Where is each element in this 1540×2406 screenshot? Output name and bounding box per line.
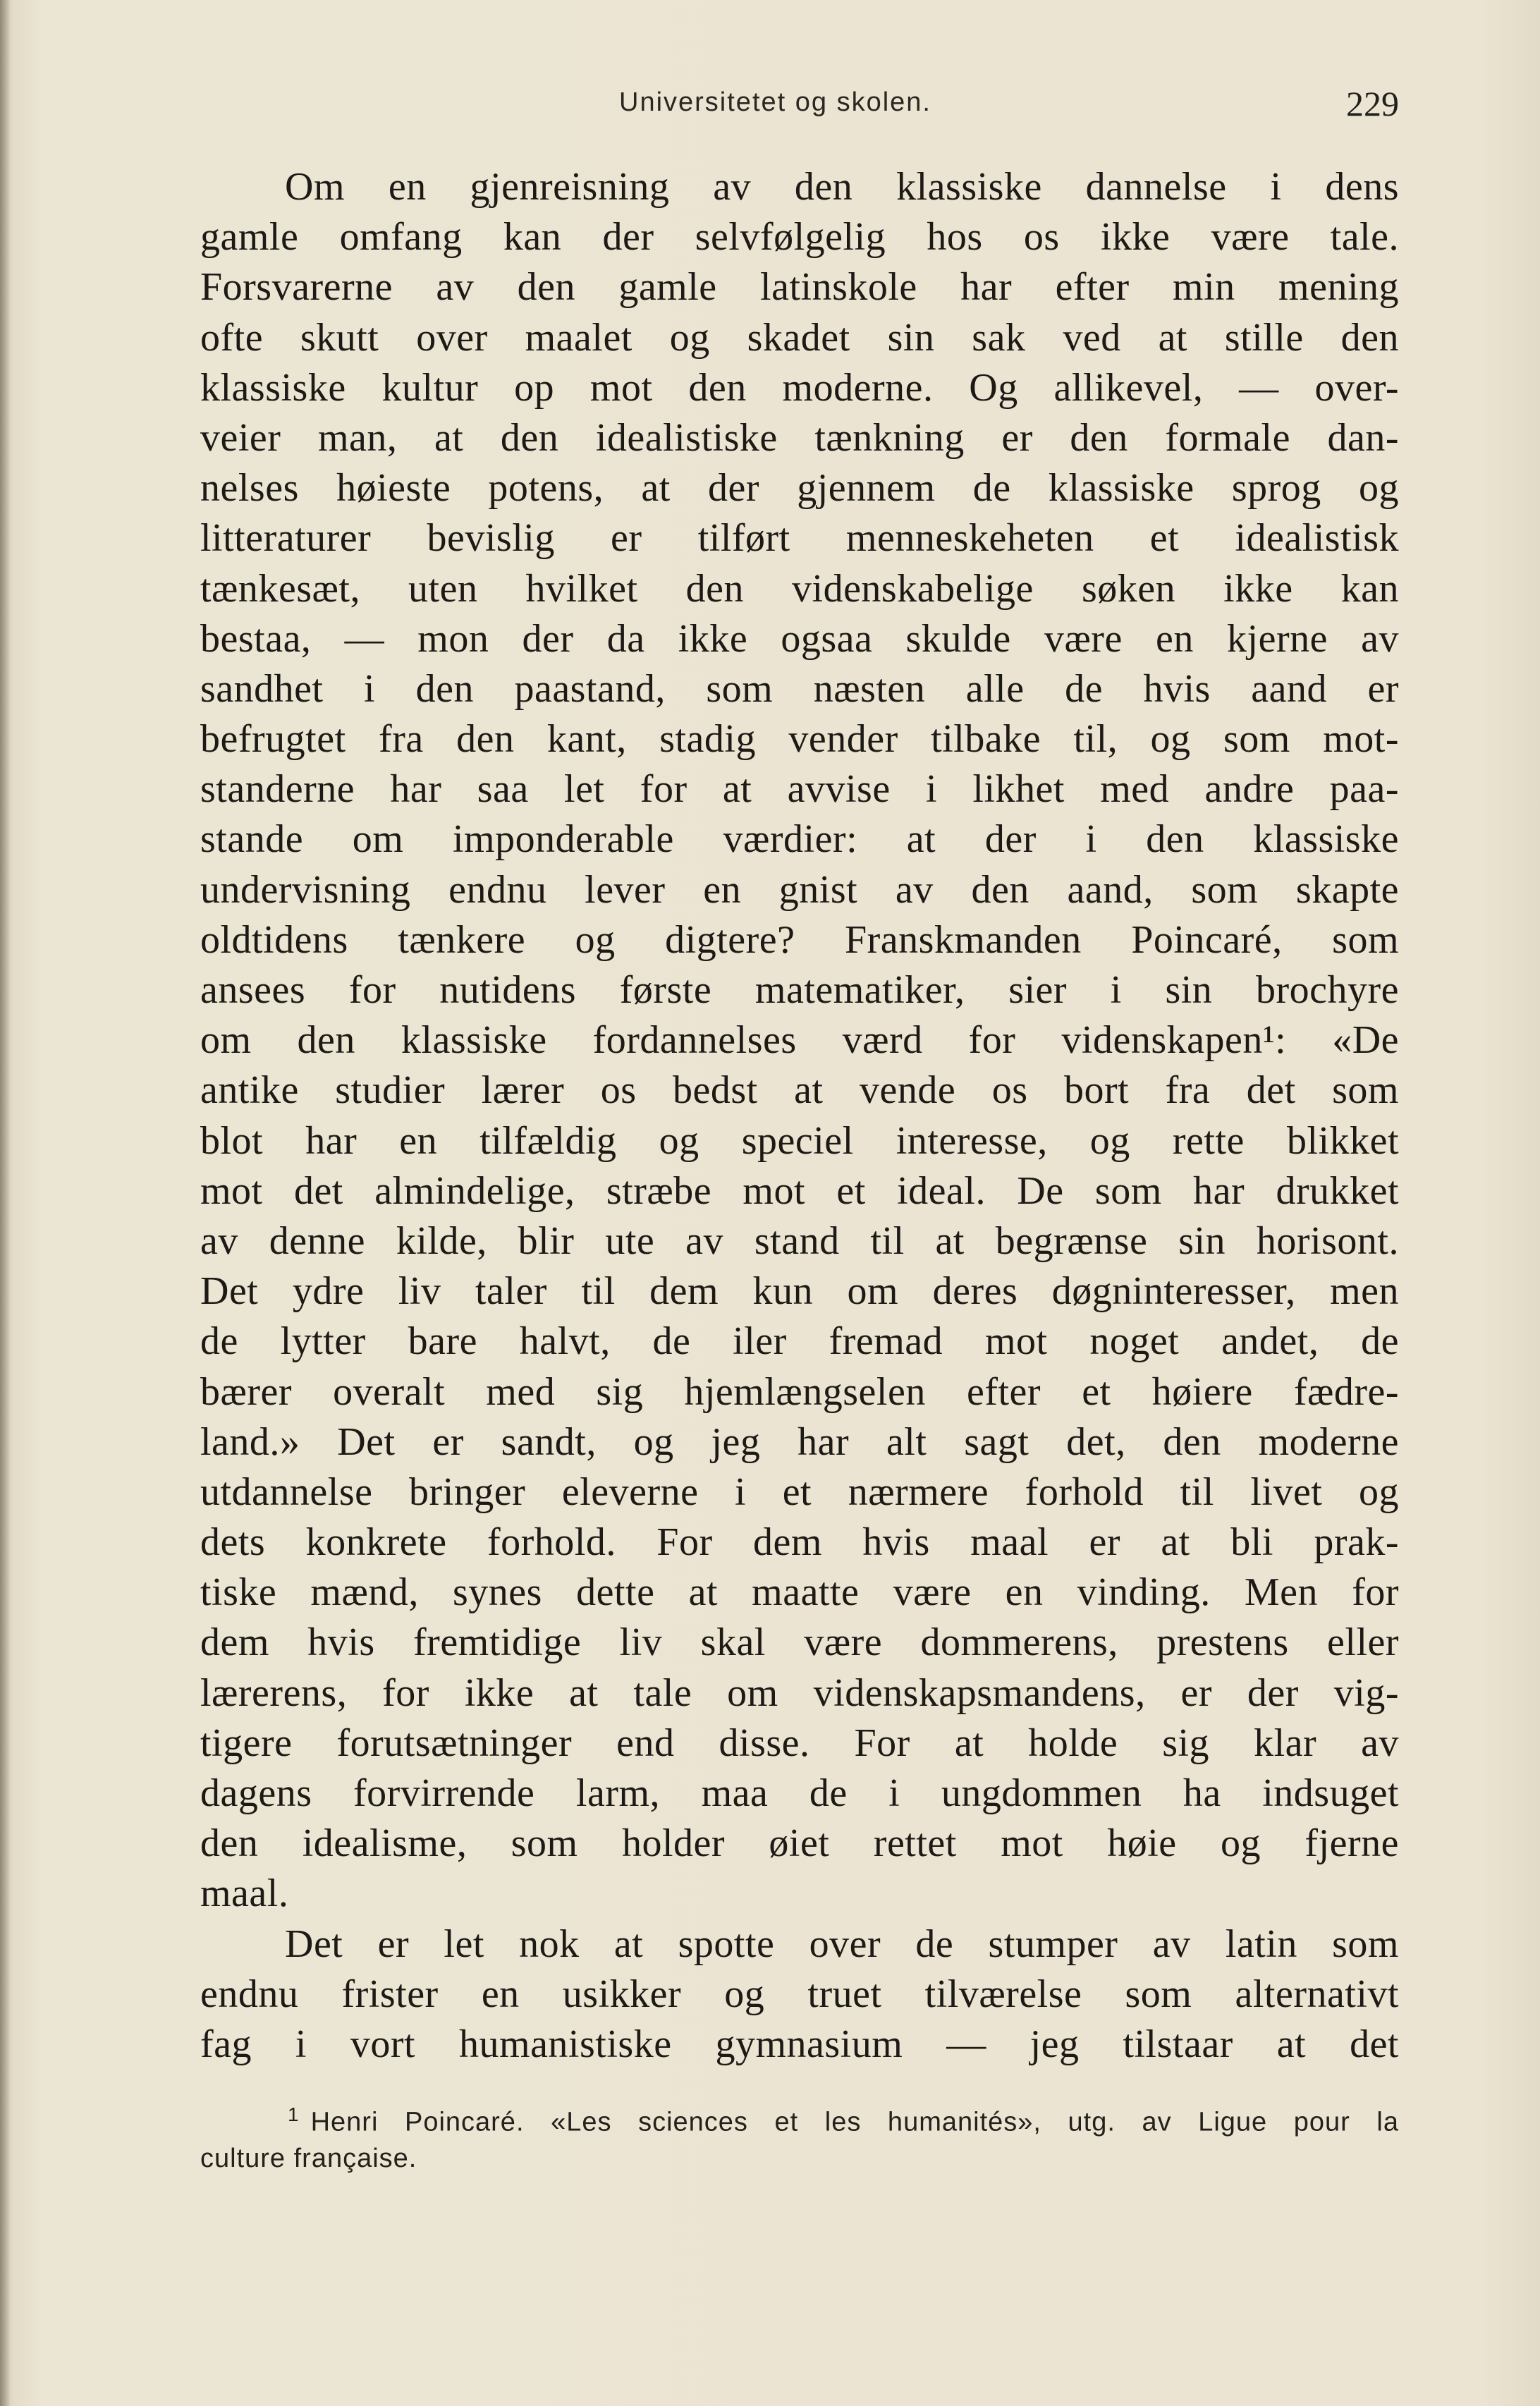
text-line: dagens forvirrende larm, maa de i ungdommen ha indsuget — [200, 1771, 1399, 1815]
text-line: veier man, at den idealistiske tænkning er den formale dan- — [200, 415, 1399, 460]
text-line: dem hvis fremtidige liv skal være dommerens, prestens eller — [200, 1620, 1399, 1665]
text-line: de lytter bare halvt, de iler fremad mot noget andet, de — [200, 1319, 1399, 1364]
page-number: 229 — [1346, 84, 1399, 123]
text-line: tænkesæt, uten hvilket den videnskabelige søken ikke kan — [200, 566, 1399, 611]
text-line: bærer overalt med sig hjemlængselen efter et høiere fædre- — [200, 1369, 1399, 1414]
text-line: Det er let nok at spotte over de stumper av latin som — [285, 1922, 1399, 1966]
text-line: av denne kilde, blir ute av stand til at begrænse sin horisont. — [200, 1219, 1399, 1263]
text-line: oldtidens tænkere og digtere? Franskmanden Poincaré, som — [200, 917, 1399, 962]
running-title: Universitetet og skolen. — [619, 87, 931, 117]
footnote-line — [200, 2093, 1399, 2137]
text-line: Det ydre liv taler til dem kun om deres døgninteresser, men — [200, 1269, 1399, 1314]
text-line: lærerens, for ikke at tale om videnskapsmandens, er der vig- — [200, 1671, 1399, 1715]
text-line: nelses høieste potens, at der gjennem de klassiske sprog og — [200, 466, 1399, 511]
body-text — [200, 162, 1399, 2070]
paragraph-2 — [200, 1919, 1399, 2070]
footnote — [200, 2093, 1399, 2180]
text-line: stande om imponderable værdier: at der i den klassiske — [200, 817, 1399, 862]
text-line: dets konkrete forhold. For dem hvis maal er at bli prak- — [200, 1520, 1399, 1565]
text-line: ofte skutt over maalet og skadet sin sak ved at stille den — [200, 315, 1399, 360]
text-line: bestaa, — mon der da ikke ogsaa skulde være en kjerne av — [200, 616, 1399, 661]
text-line: land.» Det er sandt, og jeg har alt sagt det, den moderne — [200, 1419, 1399, 1464]
text-line: om den klassiske fordannelses værd for videnskapen¹: «De — [200, 1018, 1399, 1063]
text-line: litteraturer bevislig er tilført menneskeheten et idealistisk — [200, 516, 1399, 561]
text-line: standerne har saa let for at avvise i likhet med andre paa- — [200, 767, 1399, 812]
text-line: tigere forutsætninger end disse. For at holde sig klar av — [200, 1721, 1399, 1765]
text-line: utdannelse bringer eleverne i et nærmere forhold til livet og — [200, 1470, 1399, 1514]
text-line: maal. — [200, 1871, 289, 1916]
footnote-line: culture française. — [200, 2144, 417, 2173]
text-line: mot det almindelige, stræbe mot et ideal. De som har drukket — [200, 1168, 1399, 1213]
text-line: Forsvarerne av den gamle latinskole har efter min mening — [200, 265, 1399, 310]
text-line: ansees for nutidens første matematiker, sier i sin brochyre — [200, 968, 1399, 1012]
text-line: befrugtet fra den kant, stadig vender tilbake til, og som mot- — [200, 717, 1399, 762]
text-line: blot har en tilfældig og speciel interesse, og rette blikket — [200, 1118, 1399, 1163]
running-head — [200, 83, 1399, 133]
text-line: undervisning endnu lever en gnist av den aand, som skapte — [200, 867, 1399, 912]
text-line: klassiske kultur op mot den moderne. Og allikevel, — over- — [200, 365, 1399, 410]
paragraph-1 — [200, 162, 1399, 1919]
text-line: sandhet i den paastand, som næsten alle de hvis aand er — [200, 666, 1399, 711]
footnote-marker: 1 — [288, 2103, 300, 2125]
footnote-text: Henri Poincaré. «Les sciences et les humanités», utg. av Ligue pour la — [310, 2107, 1399, 2137]
text-line: Om en gjenreisning av den klassiske dannelse i dens — [285, 165, 1399, 209]
text-line: tiske mænd, synes dette at maatte være en vinding. Men for — [200, 1570, 1399, 1615]
text-line: fag i vort humanistiske gymnasium — jeg tilstaar at det — [200, 2022, 1399, 2066]
text-line: gamle omfang kan der selvfølgelig hos os ikke være tale. — [200, 215, 1399, 259]
text-line: antike studier lærer os bedst at vende os bort fra det som — [200, 1068, 1399, 1113]
text-line: endnu frister en usikker og truet tilværelse som alternativt — [200, 1972, 1399, 2016]
binding-edge — [0, 0, 10, 2406]
text-line: den idealisme, som holder øiet rettet mot høie og fjerne — [200, 1821, 1399, 1866]
